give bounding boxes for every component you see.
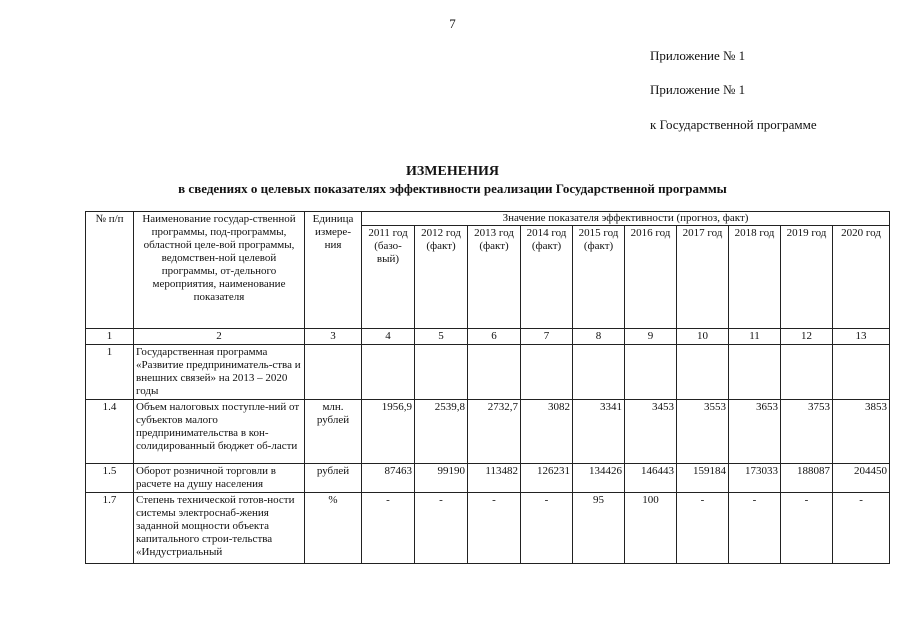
row-value bbox=[468, 345, 521, 400]
header-year-2020: 2020 год bbox=[833, 226, 890, 329]
row-value: 113482 bbox=[468, 464, 521, 493]
table-row bbox=[86, 464, 890, 493]
row-no: 1 bbox=[86, 345, 134, 400]
row-value bbox=[521, 345, 573, 400]
header-group-row bbox=[86, 212, 890, 226]
row-no: 1.7 bbox=[86, 493, 134, 564]
appendix-line-2: Приложение № 1 bbox=[650, 82, 746, 97]
header-col-unit: Единица измере-ния bbox=[305, 212, 362, 329]
row-value: 204450 bbox=[833, 464, 890, 493]
col-number: 3 bbox=[305, 329, 362, 345]
row-value: 99190 bbox=[415, 464, 468, 493]
row-value bbox=[781, 345, 833, 400]
row-name: Государственная программа «Развитие предприниматель-ства и внешних связей» на 2013 – 2020 годы bbox=[134, 345, 305, 400]
table-row bbox=[86, 493, 890, 564]
header-values-group: Значение показателя эффективности (прогноз, факт) bbox=[362, 212, 890, 226]
row-value: 3753 bbox=[781, 400, 833, 464]
indicators-table bbox=[85, 211, 890, 564]
header-year-2012: 2012 год (факт) bbox=[415, 226, 468, 329]
col-number: 10 bbox=[677, 329, 729, 345]
col-number: 5 bbox=[415, 329, 468, 345]
row-no: 1.5 bbox=[86, 464, 134, 493]
row-value: - bbox=[521, 493, 573, 564]
col-number: 13 bbox=[833, 329, 890, 345]
row-name: Степень технической готов-ности системы электроснаб-жения заданной мощности объекта капитального строи-тельства «Индустриальный bbox=[134, 493, 305, 564]
row-name: Объем налоговых поступле-ний от субъектов малого предпринимательства в кон-солидированный бюджет об-ласти bbox=[134, 400, 305, 464]
header-year-2013: 2013 год (факт) bbox=[468, 226, 521, 329]
col-number: 2 bbox=[134, 329, 305, 345]
col-number: 8 bbox=[573, 329, 625, 345]
row-value: - bbox=[833, 493, 890, 564]
row-value bbox=[573, 345, 625, 400]
document-title: ИЗМЕНЕНИЯ bbox=[406, 164, 499, 179]
appendix-line-3: к Государственной программе bbox=[650, 117, 817, 132]
row-value: 2539,8 bbox=[415, 400, 468, 464]
page-number: 7 bbox=[449, 16, 456, 31]
col-number: 9 bbox=[625, 329, 677, 345]
row-value bbox=[677, 345, 729, 400]
row-value: 95 bbox=[573, 493, 625, 564]
header-year-2017: 2017 год bbox=[677, 226, 729, 329]
row-value: - bbox=[362, 493, 415, 564]
row-value bbox=[362, 345, 415, 400]
row-unit: млн. рублей bbox=[305, 400, 362, 464]
row-unit: рублей bbox=[305, 464, 362, 493]
row-value: - bbox=[729, 493, 781, 564]
row-value: 3653 bbox=[729, 400, 781, 464]
row-value: 173033 bbox=[729, 464, 781, 493]
row-value: 2732,7 bbox=[468, 400, 521, 464]
row-value: - bbox=[415, 493, 468, 564]
col-number: 11 bbox=[729, 329, 781, 345]
table-row bbox=[86, 345, 890, 400]
col-number: 6 bbox=[468, 329, 521, 345]
header-year-2011: 2011 год (базо-вый) bbox=[362, 226, 415, 329]
col-number: 1 bbox=[86, 329, 134, 345]
row-value: 3341 bbox=[573, 400, 625, 464]
row-value: 1956,9 bbox=[362, 400, 415, 464]
row-unit: % bbox=[305, 493, 362, 564]
row-value: - bbox=[677, 493, 729, 564]
row-value bbox=[729, 345, 781, 400]
row-value bbox=[625, 345, 677, 400]
document-subtitle: в сведениях о целевых показателях эффективности реализации Государственной программы bbox=[178, 181, 727, 196]
header-col-name: Наименование государ-ственной программы, под-программы, областной целе-вой программы, ведомствен-ной целевой программы, от-дельного мероприятия, наименование показателя bbox=[134, 212, 305, 329]
row-value bbox=[415, 345, 468, 400]
row-value: 3553 bbox=[677, 400, 729, 464]
row-value: - bbox=[468, 493, 521, 564]
row-value: 3453 bbox=[625, 400, 677, 464]
row-value: - bbox=[781, 493, 833, 564]
row-unit bbox=[305, 345, 362, 400]
row-value: 159184 bbox=[677, 464, 729, 493]
row-value: 3082 bbox=[521, 400, 573, 464]
row-value: 100 bbox=[625, 493, 677, 564]
header-year-2016: 2016 год bbox=[625, 226, 677, 329]
row-value: 134426 bbox=[573, 464, 625, 493]
row-value: 126231 bbox=[521, 464, 573, 493]
row-no: 1.4 bbox=[86, 400, 134, 464]
header-col-no: № п/п bbox=[86, 212, 134, 329]
row-value: 146443 bbox=[625, 464, 677, 493]
row-value bbox=[833, 345, 890, 400]
header-year-2014: 2014 год (факт) bbox=[521, 226, 573, 329]
header-year-2018: 2018 год bbox=[729, 226, 781, 329]
col-number: 7 bbox=[521, 329, 573, 345]
col-number: 12 bbox=[781, 329, 833, 345]
header-year-2015: 2015 год (факт) bbox=[573, 226, 625, 329]
row-value: 3853 bbox=[833, 400, 890, 464]
row-name: Оборот розничной торговли в расчете на душу населения bbox=[134, 464, 305, 493]
row-value: 188087 bbox=[781, 464, 833, 493]
column-numbers-row bbox=[86, 329, 890, 345]
header-year-2019: 2019 год bbox=[781, 226, 833, 329]
col-number: 4 bbox=[362, 329, 415, 345]
row-value: 87463 bbox=[362, 464, 415, 493]
table-row bbox=[86, 400, 890, 464]
appendix-line-1: Приложение № 1 bbox=[650, 48, 746, 63]
